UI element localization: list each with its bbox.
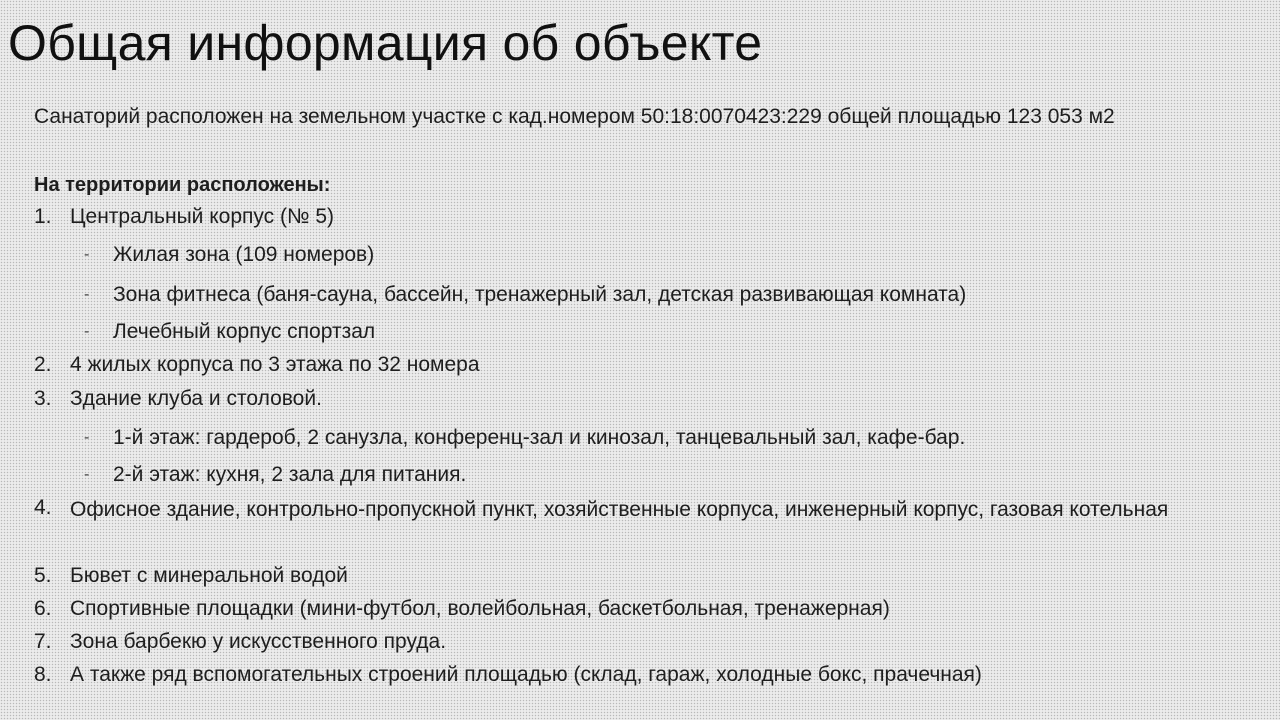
list-item-number: 7.	[34, 630, 52, 653]
list-item-text: Спортивные площадки (мини-футбол, волейбольная, баскетбольная, тренажерная)	[70, 597, 890, 620]
list-item-number: 4.	[34, 496, 52, 519]
list-item-text: Офисное здание, контрольно-пропускной пункт, хозяйственные корпуса, инженерный корпус, газовая котельная	[70, 498, 1169, 521]
list-item-text: Центральный корпус (№ 5)	[70, 205, 335, 228]
list-item-number: 1.	[34, 205, 52, 228]
sub-list-item-text: 2-й этаж: кухня, 2 зала для питания.	[113, 463, 467, 486]
list-item-text: Бювет с минеральной водой	[70, 564, 348, 587]
dash-marker: -	[84, 323, 90, 340]
list-item-text: А также ряд вспомогательных строений площадью (склад, гараж, холодные бокс, прачечная)	[70, 663, 982, 686]
slide-title: Общая информация об объекте	[8, 15, 763, 71]
sub-list-item-text: Зона фитнеса (баня-сауна, бассейн, тренажерный зал, детская развивающая комната)	[113, 283, 967, 306]
list-item-text: Зона барбекю у искусственного пруда.	[70, 630, 447, 653]
sub-list-item-text: 1-й этаж: гардероб, 2 санузла, конференц-зал и кинозал, танцевальный зал, кафе-бар.	[113, 426, 966, 449]
list-item-number: 8.	[34, 663, 52, 686]
sub-list-item-text: Жилая зона (109 номеров)	[113, 243, 375, 266]
dash-marker: -	[84, 466, 90, 483]
list-item-text: 4 жилых корпуса по 3 этажа по 32 номера	[70, 353, 480, 376]
list-item-number: 6.	[34, 597, 52, 620]
dash-marker: -	[84, 429, 90, 446]
dash-marker: -	[84, 286, 90, 303]
list-item-number: 2.	[34, 353, 52, 376]
sub-list-item-text: Лечебный корпус спортзал	[113, 320, 376, 343]
list-item-number: 3.	[34, 387, 52, 410]
list-item-number: 5.	[34, 564, 52, 587]
territory-subheading: На территории расположены:	[34, 174, 331, 196]
list-item-text: Здание клуба и столовой.	[70, 387, 322, 410]
intro-paragraph: Санаторий расположен на земельном участке с кад.номером 50:18:0070423:229 общей площадью 123 053 м2	[34, 105, 1115, 128]
dash-marker: -	[84, 246, 90, 263]
